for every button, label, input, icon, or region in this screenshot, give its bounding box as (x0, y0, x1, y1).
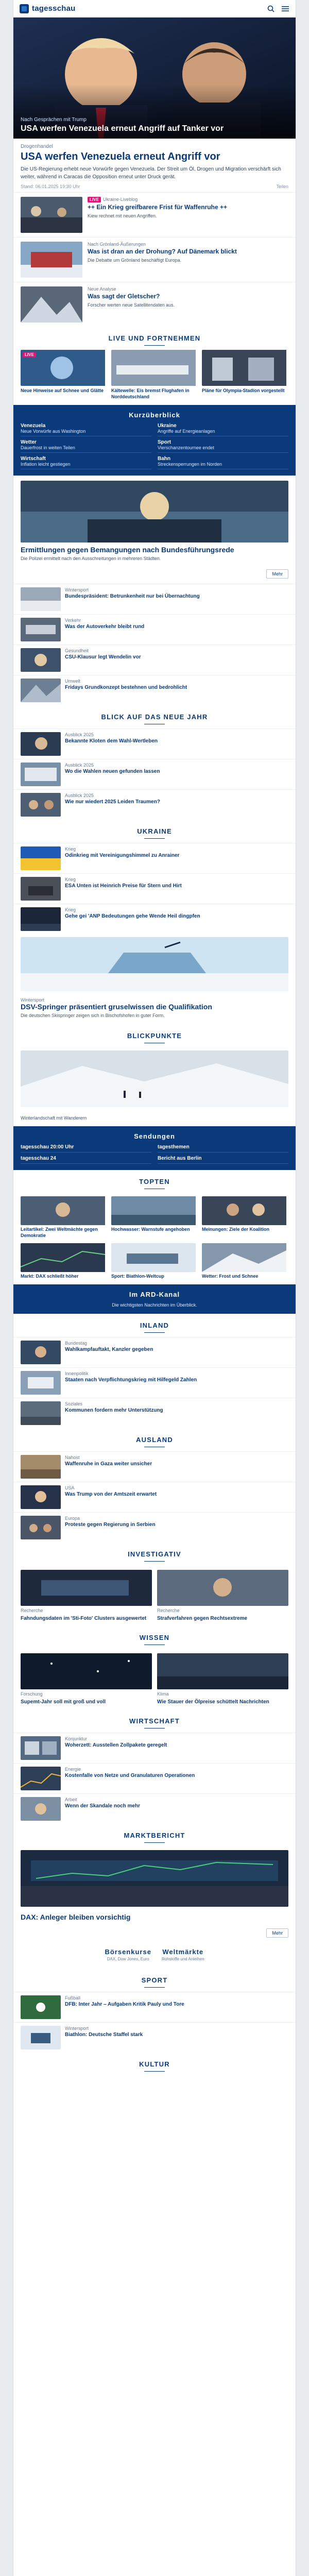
teaser-item[interactable] (13, 843, 296, 873)
feature-kicker: Wintersport (21, 997, 45, 1003)
teaser-desc: Forscher werten neue Satellitendaten aus. (88, 302, 175, 308)
live-card[interactable] (111, 350, 198, 400)
section-label: SPORT (141, 1976, 168, 1985)
section-label: LIVE UND FORTNEHMEN (108, 334, 201, 342)
teaser-kicker: Verkehr (65, 617, 81, 623)
live-card-caption: Kältewelle: Eis bremst Flughafen in Norddeutschland (111, 388, 190, 399)
teaser-kicker: Ausblick 2025 (65, 762, 94, 768)
teaser-title[interactable]: Waffenruhe in Gaza weiter unsicher (65, 1461, 152, 1467)
teaser-title[interactable]: Was ist dran an der Drohung? Auf Dänemark blickt (88, 248, 237, 255)
wirtschaft-list (13, 1733, 296, 1824)
blickpunkte-caption: Winterlandschaft mit Wanderern (21, 1115, 87, 1121)
teaser-item[interactable] (13, 904, 296, 934)
teaser-kicker: Energie (65, 1767, 81, 1772)
teaser-title[interactable]: Bundespräsident: Betrunkenheit nur bei Übernachtung (65, 593, 200, 599)
overview-band (13, 405, 296, 476)
teaser-title[interactable]: Staaten nach Verpflichtungskrieg mit Hilfegeld Zahlen (65, 1377, 197, 1383)
section-label: INLAND (140, 1321, 169, 1330)
band-item[interactable]: Ukraine Angriffe auf Energieanlagen (158, 423, 288, 436)
big-story-desc: Die Polizei ermittelt nach den Ausschreitungen in mehreren Städten. (21, 556, 161, 562)
logo-text: tagesschau (32, 4, 76, 13)
teaser-kicker: Arbeit (65, 1797, 77, 1803)
teaser-item[interactable] (13, 1337, 296, 1367)
section-label: UKRAINE (137, 827, 172, 835)
big-story-image[interactable] (21, 481, 288, 543)
teaser-title[interactable]: Biathlon: Deutsche Staffel stark (65, 2032, 143, 2038)
ukraine-list (13, 843, 296, 934)
top-bar (13, 0, 296, 18)
teaser-list-1 (13, 192, 296, 327)
logo-mark-icon (20, 4, 29, 13)
live-badge: LIVE (23, 352, 36, 358)
teaser-item[interactable] (13, 1451, 296, 1482)
teaser-item[interactable] (13, 675, 296, 705)
teaser-title[interactable]: Kostenfalle von Netze und Granulaturen Operationen (65, 1773, 195, 1779)
teaser-title[interactable]: DFB: Inter Jahr – Aufgaben Kritik Pauly und Tore (65, 2002, 184, 2008)
teaser-title[interactable]: Kommunen fordern mehr Unterstützung (65, 1408, 163, 1414)
topten-item[interactable]: Leitartikel: Zwei Weltmächte gegen Demokratie (21, 1196, 107, 1239)
teaser-item[interactable] (13, 192, 296, 237)
teaser-title[interactable]: ESA Unten ist Heinrich Preise für Stern und Hirt (65, 883, 182, 889)
section-label: BLICKPUNKTE (127, 1031, 182, 1040)
teaser-kicker: Fußball (65, 1995, 81, 2001)
teaser-item[interactable] (13, 789, 296, 820)
band-item[interactable]: Venezuela Neue Vorwürfe aus Washington (21, 423, 151, 436)
band-item[interactable]: Bahn Streckensperrungen im Norden (158, 456, 288, 469)
teaser-kicker: Ausblick 2025 (65, 732, 94, 737)
teaser-title[interactable]: Wo die Wahlen neuen gefunden lassen (65, 768, 160, 774)
big-story-title[interactable]: Ermittlungen gegen Bemangungen nach Bundesführungsrede (21, 546, 234, 554)
teaser-kicker: Umwelt (65, 678, 81, 684)
teaser-kicker: Krieg (65, 846, 76, 852)
teaser-item[interactable] (13, 1763, 296, 1793)
teaser-item[interactable] (13, 1512, 296, 1543)
teaser-item[interactable] (13, 1367, 296, 1398)
teaser-title[interactable]: Odinkrieg mit Vereinigungshimmel zu Anrainer (65, 852, 180, 858)
promo-text: Die wichtigsten Nachrichten im Überblick. (112, 1302, 197, 1308)
teaser-title[interactable]: Wenn der Skandale noch mehr (65, 1803, 140, 1809)
topten-grid (13, 1193, 296, 1284)
band-item[interactable]: Wetter Dauerfrost in weiten Teilen (21, 439, 151, 453)
feature-desc: Die deutschen Skispringer zeigen sich in Bischofshofen in guter Form. (21, 1012, 165, 1018)
sendungen-band (13, 1126, 296, 1170)
market-links (13, 1943, 296, 1969)
topten-item[interactable]: Markt: DAX schließt höher (21, 1243, 107, 1280)
teaser-item[interactable] (13, 1482, 296, 1512)
section-label: MARKTBERICHT (124, 1832, 185, 1840)
market-link[interactable]: Weltmärkte Rohstoffe und Anleihen (161, 1948, 204, 1962)
search-icon[interactable] (267, 5, 275, 13)
live-row (13, 350, 296, 405)
teaser-kicker: Innenpolitik (65, 1371, 89, 1377)
live-block-title (13, 327, 296, 350)
live-card[interactable] (202, 350, 288, 400)
section-label: WIRTSCHAFT (129, 1717, 180, 1725)
section-label: TOPTEN (139, 1178, 170, 1186)
teaser-kicker: Wintersport (65, 2026, 89, 2031)
teaser-kicker: Ausblick 2025 (65, 792, 94, 798)
investigativ-row (13, 1566, 296, 1626)
lead-kicker: Drogenhandel (21, 144, 53, 149)
section-label: KULTUR (139, 2060, 170, 2069)
teaser-item[interactable] (13, 728, 296, 759)
band-item[interactable]: tagesschau 20:00 Uhr (21, 1144, 151, 1153)
teaser-item[interactable] (13, 614, 296, 645)
teaser-title[interactable]: Fridays Grundkonzept bestehnen und bedrohlicht (65, 684, 187, 690)
teaser-kicker: Soziales (65, 1401, 83, 1407)
live-card-caption: Pläne für Olympia-Stadion vorgestellt (202, 388, 285, 393)
section-label: BLICK AUF DAS NEUE JAHR (101, 713, 208, 721)
teaser-kicker: Konjunktur (65, 1736, 88, 1742)
teaser-item[interactable] (13, 1733, 296, 1763)
teaser-thumbnail (21, 197, 82, 233)
teaser-kicker: Europa (65, 1516, 80, 1521)
teaser-item[interactable] (13, 2022, 296, 2053)
teaser-kicker: Gesundheit (65, 648, 89, 653)
promo-band[interactable] (13, 1284, 296, 1314)
blickpunkte-image[interactable] (21, 1050, 288, 1107)
section-label: INVESTIGATIV (128, 1550, 181, 1558)
live-tag: LIVE (88, 197, 101, 202)
section-label: AUSLAND (136, 1436, 173, 1444)
market-link[interactable]: Börsenkurse DAX, Dow Jones, Euro (105, 1948, 151, 1962)
investigativ-item[interactable]: Recherche Fahndungsdaten im 'Sti-Foto' Clusters ausgewertet (21, 1570, 152, 1622)
feature-title[interactable]: DSV-Springer präsentiert gruselwissen die Qualifikation (21, 1002, 212, 1011)
teaser-desc: Kiew rechnet mit neuen Angriffen. (88, 213, 157, 218)
teaser-title[interactable]: Wie nur wiedert 2025 Leiden Traumen? (65, 799, 160, 805)
teaser-desc: Die Debatte um Grönland beschäftigt Europa. (88, 258, 182, 263)
lead-time: Stand: 06.01.2025 19:30 Uhr (21, 184, 80, 189)
teaser-title[interactable]: Bekannte Kloten dem Wahl-Wertleben (65, 738, 158, 744)
sport-list (13, 1992, 296, 2053)
big-story[interactable] (13, 543, 296, 567)
teaser-item[interactable] (13, 584, 296, 614)
teaser-kicker: Wintersport (65, 587, 89, 592)
promo-title: Im ARD-Kanal (129, 1291, 180, 1299)
band-title: Kurzüberblick (129, 411, 180, 419)
topten-item[interactable]: Hochwasser: Warnstufe angehoben (111, 1196, 198, 1239)
years-list (13, 728, 296, 820)
logo[interactable] (20, 4, 76, 13)
lead-article[interactable] (13, 139, 296, 192)
lead-title[interactable]: USA werfen Venezuela erneut Angriff vor (21, 151, 220, 162)
teaser-title[interactable]: Gehe gei 'ANP Bedeutungen gehe Wende Heil dingpfen (65, 913, 200, 919)
teaser-kicker: Krieg (65, 876, 76, 882)
teaser-kicker: USA (65, 1485, 75, 1491)
teaser-kicker: Nahost (65, 1455, 80, 1461)
wissen-item[interactable]: Klima Wie Stauer der Ölpreise schüttelt Nachrichten (157, 1653, 288, 1705)
band-item[interactable]: tagesthemen (158, 1144, 288, 1153)
topten-item[interactable]: Meinungen: Ziele der Koalition (202, 1196, 288, 1239)
live-card-caption: Neue Hinweise auf Schnee und Glätte (21, 388, 104, 393)
wissen-item[interactable]: Forschung Supemt-Jahr soll mit groß und voll (21, 1653, 152, 1705)
more-button[interactable]: Mehr (266, 1928, 288, 1938)
band-item[interactable]: Bericht aus Berlin (158, 1156, 288, 1164)
teaser-title[interactable]: Proteste gegen Regierung in Serbien (65, 1522, 156, 1528)
teaser-item[interactable] (13, 237, 296, 282)
section-label: WISSEN (139, 1634, 170, 1642)
ausland-list (13, 1451, 296, 1543)
hero-headline[interactable]: USA werfen Venezuela erneut Angriff auf Tanker vor (21, 124, 224, 133)
teaser-title[interactable]: Was sagt der Gletscher? (88, 293, 160, 300)
teaser-title[interactable]: Woherzett: Ausstellen Zollpakete geregelt (65, 1742, 167, 1749)
topten-item[interactable]: Sport: Biathlon-Weltcup (111, 1243, 198, 1280)
more-button[interactable]: Mehr (266, 569, 288, 579)
teaser-title[interactable]: CSU-Klausur legt Wendelin vor (65, 654, 141, 660)
feature-image[interactable] (21, 937, 288, 991)
live-card[interactable] (21, 350, 107, 400)
teaser-item[interactable] (13, 1992, 296, 2022)
teaser-item[interactable] (13, 1398, 296, 1428)
teaser-kicker: Nach Grönland-Äußerungen (88, 242, 146, 247)
teaser-thumbnail (21, 242, 82, 278)
teaser-list-2 (13, 584, 296, 705)
page-frame (13, 0, 296, 2576)
teaser-kicker: Krieg (65, 907, 76, 912)
inland-list (13, 1337, 296, 1428)
topten-item[interactable]: Wetter: Frost und Schnee (202, 1243, 288, 1280)
teaser-thumbnail (21, 286, 82, 323)
investigativ-item[interactable]: Recherche Strafverfahren gegen Rechtsextreme (157, 1570, 288, 1622)
hero-image[interactable] (13, 18, 296, 139)
teaser-item[interactable] (13, 645, 296, 675)
band-item[interactable]: tagesschau 24 (21, 1156, 151, 1164)
teaser-item[interactable] (13, 1793, 296, 1824)
teaser-title[interactable]: ++ Ein Krieg greifbarere Frist für Waffenruhe ++ (88, 204, 227, 211)
share-button[interactable]: Teilen (276, 184, 288, 189)
menu-icon[interactable] (281, 5, 289, 13)
hero-kicker: Nach Gesprächen mit Trump (21, 116, 87, 123)
teaser-kicker: Bundestag (65, 1341, 88, 1346)
teaser-kicker: Neue Analyse (88, 286, 116, 292)
teaser-item[interactable] (13, 282, 296, 327)
teaser-item[interactable] (13, 759, 296, 789)
teaser-title[interactable]: Was der Autoverkehr bleibt rund (65, 623, 145, 630)
teaser-item[interactable] (13, 873, 296, 904)
lead-text: Die US-Regierung erhebt neue Vorwürfe gegen Venezuela. Der Streit um Öl, Drogen und Migration verschärft sich weiter, während in Caracas die Opposition erneut unter Druck gerät. (21, 166, 281, 180)
band-item[interactable]: Wirtschaft Inflation leicht gestiegen (21, 456, 151, 469)
teaser-title[interactable]: Wahlkampfauftakt, Kanzler gegeben (65, 1347, 153, 1353)
band-title: Sendungen (134, 1132, 175, 1141)
marktbericht-caption[interactable]: DAX: Anleger bleiben vorsichtig (21, 1913, 131, 1922)
wissen-row (13, 1649, 296, 1709)
feature-article[interactable] (13, 994, 296, 1024)
teaser-kicker: Ukraine-Liveblog (102, 197, 138, 202)
marktbericht-image[interactable] (21, 1850, 288, 1907)
band-item[interactable]: Sport Vierschanzentournee endet (158, 439, 288, 453)
teaser-title[interactable]: Was Trump von der Amtszeit erwartet (65, 1492, 157, 1498)
